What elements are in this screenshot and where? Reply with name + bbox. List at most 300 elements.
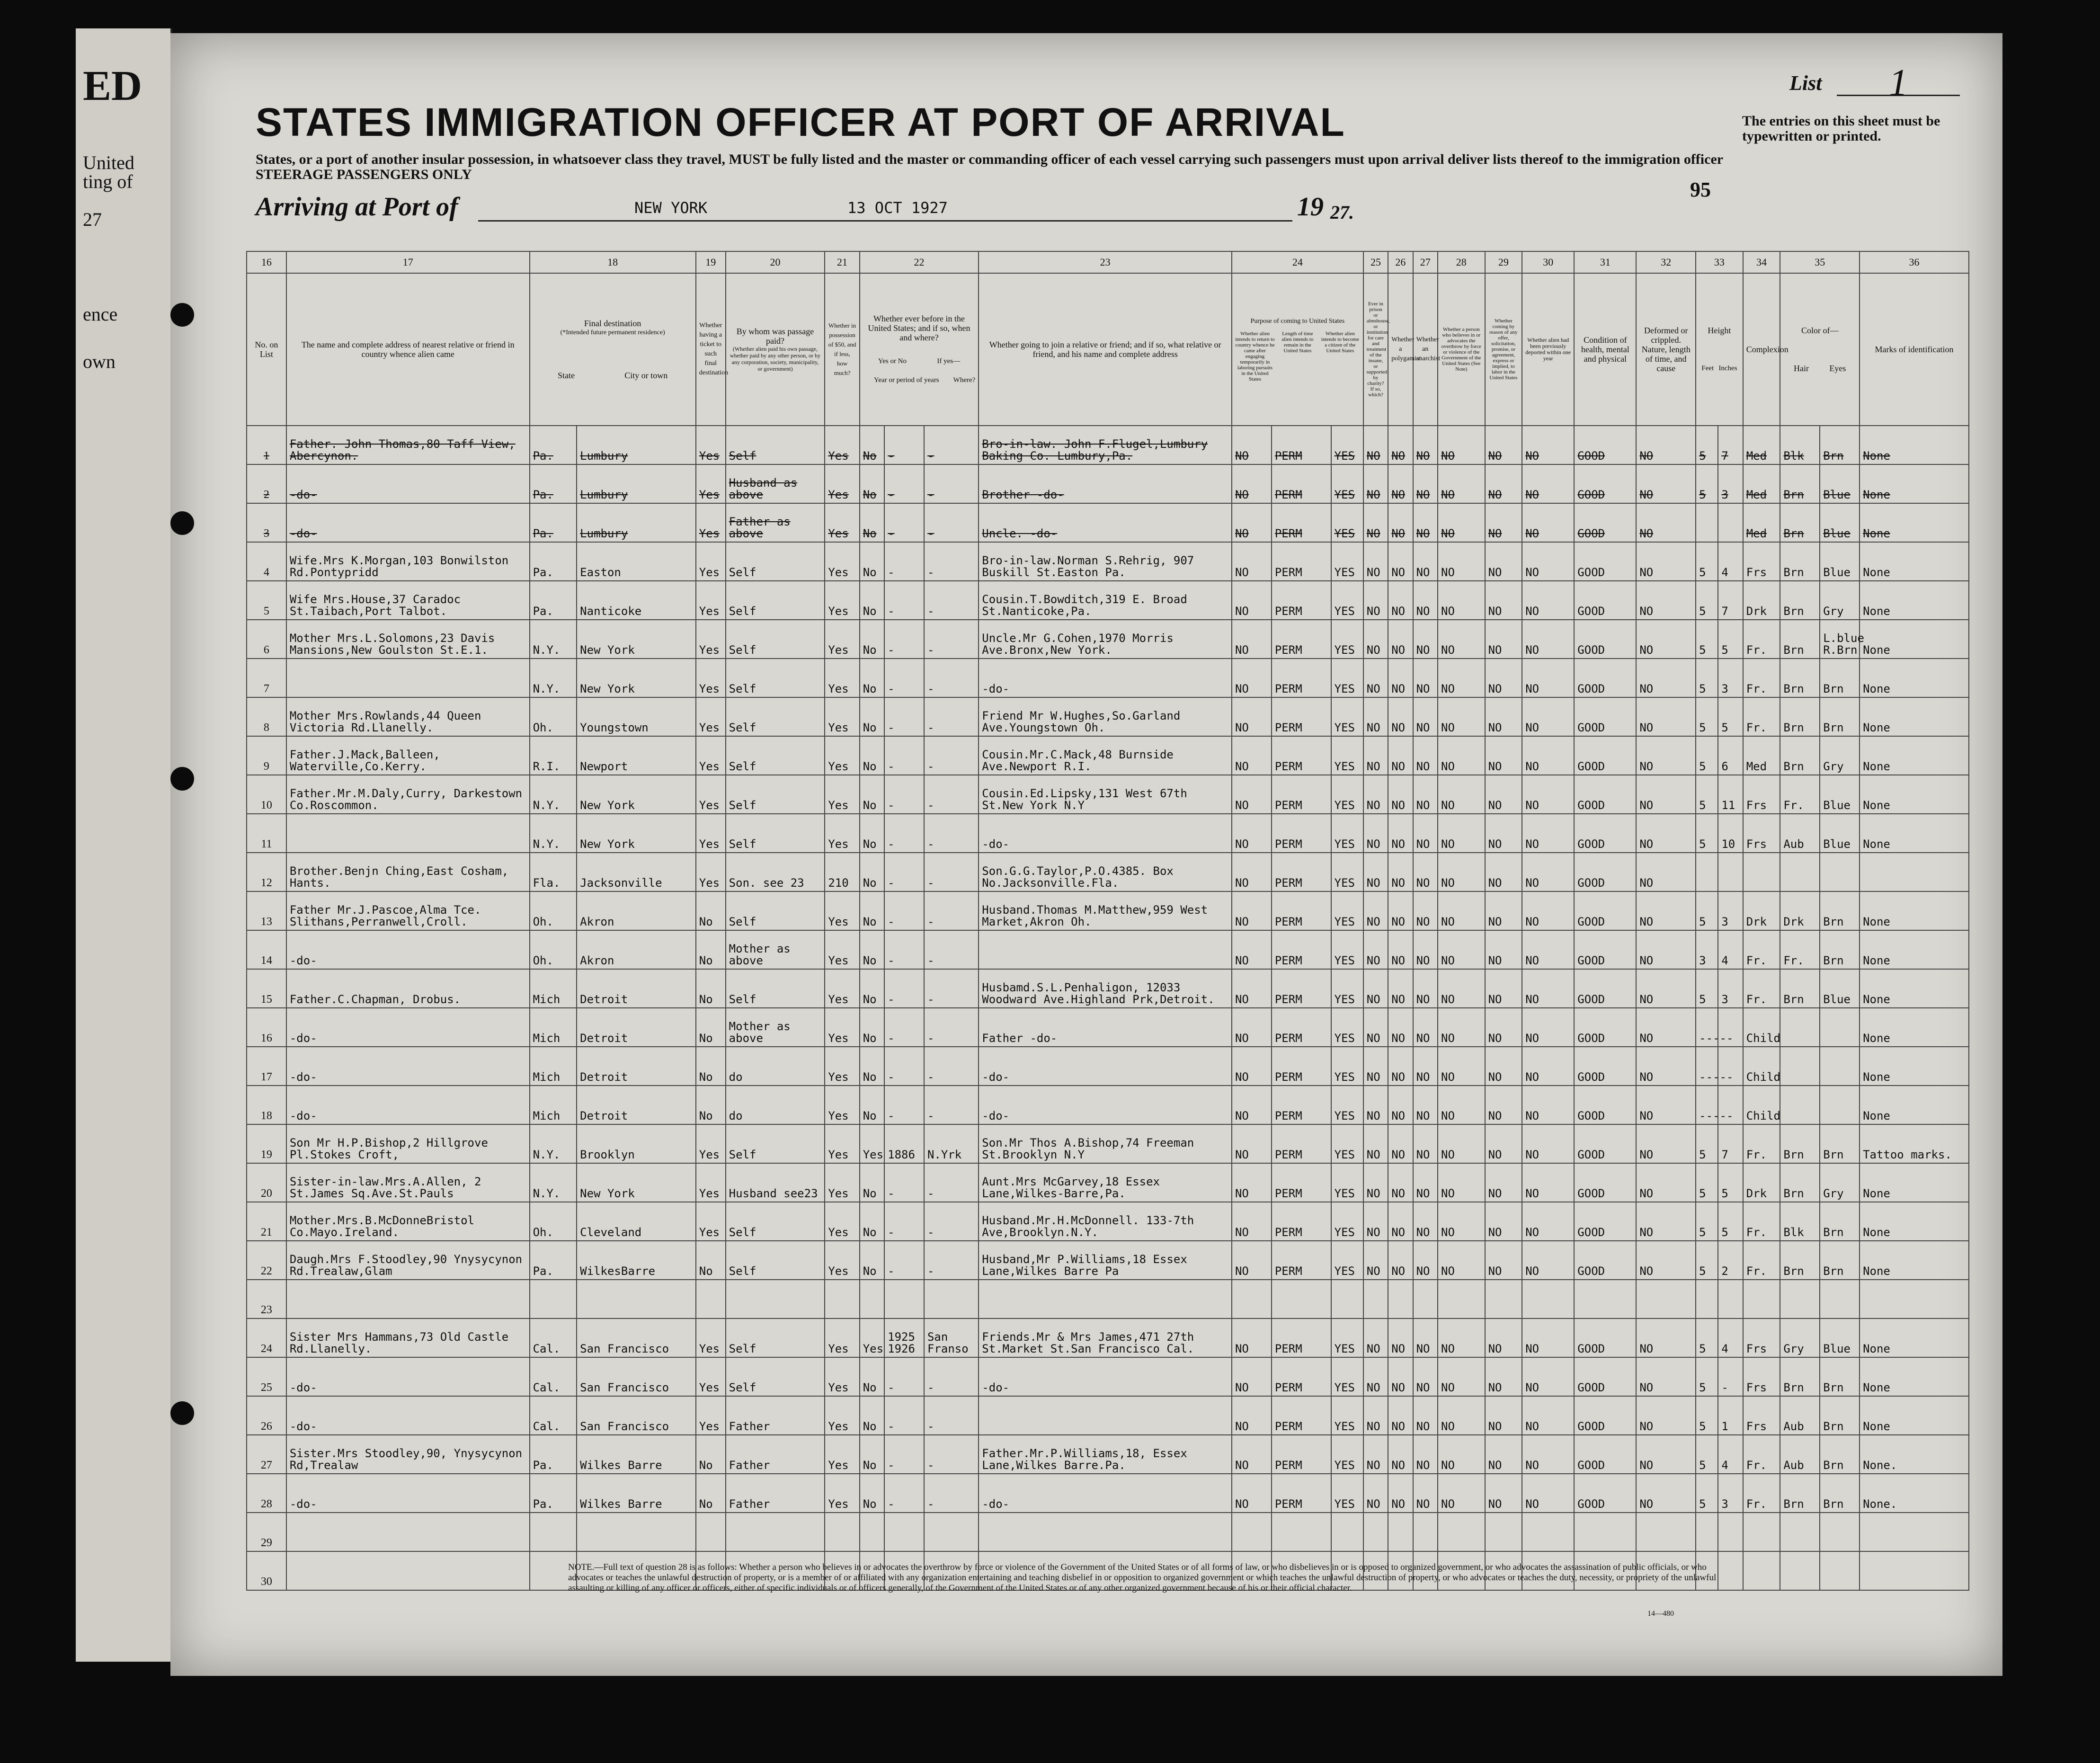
table-row — [247, 1008, 1969, 1047]
relative-cell — [286, 1551, 530, 1590]
where-cell: - — [924, 620, 979, 659]
prison-cell — [1363, 1513, 1388, 1551]
feet-cell — [1696, 1513, 1718, 1551]
binder-hole — [170, 511, 194, 535]
anarchist-cell: NO — [1413, 620, 1438, 659]
eyes-cell: Blue — [1820, 503, 1860, 542]
hair-cell: Blk — [1780, 1202, 1820, 1241]
table-row — [247, 1396, 1969, 1435]
deported-cell: NO — [1522, 1163, 1574, 1202]
years-cell: - — [884, 581, 924, 620]
row-number: 27 — [247, 1435, 286, 1474]
header-height — [1696, 273, 1743, 426]
complexion-cell — [1743, 1551, 1780, 1590]
before-cell: No — [860, 697, 884, 736]
purpose-length-cell: PERM — [1272, 1008, 1331, 1047]
purpose-return-cell: NO — [1232, 736, 1272, 775]
purpose-citizen-cell: YES — [1331, 542, 1363, 581]
header-polygamist: Whether a polygamist — [1388, 273, 1413, 426]
hair-cell: Drk — [1780, 891, 1820, 930]
eyes-cell: Brn — [1820, 1202, 1860, 1241]
city-cell: San Francisco — [577, 1396, 696, 1435]
deported-cell — [1522, 1280, 1574, 1318]
money-cell: Yes — [825, 1474, 859, 1513]
arrival-date: 13 OCT 1927 — [847, 199, 948, 217]
purpose-length-cell — [1272, 1280, 1331, 1318]
before-cell: No — [860, 426, 884, 464]
deformed-cell: NO — [1636, 1008, 1696, 1047]
money-cell: Yes — [825, 1202, 859, 1241]
header-complexion: Complexion — [1743, 273, 1780, 426]
deformed-cell: NO — [1636, 659, 1696, 697]
feet-cell: 5 — [1696, 659, 1718, 697]
question-28-cell: NO — [1438, 775, 1485, 814]
where-cell: - — [924, 581, 979, 620]
city-cell: New York — [577, 620, 696, 659]
city-cell: Detroit — [577, 1008, 696, 1047]
contract-cell: NO — [1485, 426, 1522, 464]
hair-cell: Fr. — [1780, 775, 1820, 814]
question-28-cell: NO — [1438, 969, 1485, 1008]
eyes-cell: Brn — [1820, 1357, 1860, 1396]
marks-cell — [1860, 853, 1969, 891]
row-number: 20 — [247, 1163, 286, 1202]
eyes-cell — [1820, 1280, 1860, 1318]
purpose-length-cell: PERM — [1272, 853, 1331, 891]
state-cell: N.Y. — [530, 775, 577, 814]
feet-cell: 5 — [1696, 464, 1718, 503]
contract-cell: NO — [1485, 930, 1522, 969]
purpose-label: Purpose of coming to United States — [1250, 318, 1345, 325]
header-hair: Hair — [1794, 364, 1809, 373]
deformed-cell: NO — [1636, 620, 1696, 659]
where-cell: - — [924, 1474, 979, 1513]
eyes-cell: Brn — [1820, 1241, 1860, 1280]
table-row — [247, 1513, 1969, 1551]
ticket-cell: No — [696, 1008, 726, 1047]
money-cell: Yes — [825, 620, 859, 659]
deported-cell: NO — [1522, 1241, 1574, 1280]
before-cell: No — [860, 1047, 884, 1086]
state-cell: Oh. — [530, 930, 577, 969]
deformed-cell — [1636, 1513, 1696, 1551]
deported-cell: NO — [1522, 853, 1574, 891]
before-label: Whether ever before in the United States; and if so, when and where? — [868, 314, 970, 342]
feet-cell: ----- — [1696, 1086, 1718, 1124]
money-cell: Yes — [825, 464, 859, 503]
before-cell: No — [860, 1357, 884, 1396]
deported-cell: NO — [1522, 503, 1574, 542]
header-money: Whether in possession of $50, and if less, how much? — [825, 273, 859, 426]
anarchist-cell: NO — [1413, 542, 1438, 581]
column-number: 18 — [530, 251, 696, 273]
complexion-cell: Fr. — [1743, 1474, 1780, 1513]
hair-cell: Brn — [1780, 1241, 1820, 1280]
deformed-cell: NO — [1636, 1124, 1696, 1163]
years-cell: 1925 1926 — [884, 1318, 924, 1357]
deformed-cell: NO — [1636, 775, 1696, 814]
header-city: City or town — [624, 371, 668, 380]
contract-cell: NO — [1485, 814, 1522, 853]
purpose-length-cell: PERM — [1272, 1241, 1331, 1280]
money-cell: Yes — [825, 1241, 859, 1280]
health-cell: GOOD — [1574, 969, 1636, 1008]
prison-cell: NO — [1363, 969, 1388, 1008]
question-28-cell: NO — [1438, 426, 1485, 464]
feet-cell — [1696, 503, 1718, 542]
contract-cell: NO — [1485, 1357, 1522, 1396]
feet-cell: 5 — [1696, 891, 1718, 930]
deported-cell: NO — [1522, 1202, 1574, 1241]
years-cell: - — [884, 1163, 924, 1202]
state-cell — [530, 1280, 577, 1318]
ticket-cell: No — [696, 1047, 726, 1086]
before-cell: No — [860, 969, 884, 1008]
hair-cell: Fr. — [1780, 930, 1820, 969]
inches-cell — [1718, 1513, 1743, 1551]
city-cell: Lumbury — [577, 464, 696, 503]
purpose-length-cell: PERM — [1272, 1163, 1331, 1202]
question-28-cell: NO — [1438, 853, 1485, 891]
feet-cell: 5 — [1696, 1396, 1718, 1435]
money-cell: Yes — [825, 659, 859, 697]
column-number: 16 — [247, 251, 286, 273]
manifest-table — [246, 251, 1969, 1591]
passage-paid-cell: Self — [726, 542, 825, 581]
anarchist-cell: NO — [1413, 1318, 1438, 1357]
joining-cell: Uncle. -do- — [979, 503, 1232, 542]
feet-cell: 5 — [1696, 1202, 1718, 1241]
passage-paid-cell: Self — [726, 659, 825, 697]
deported-cell: NO — [1522, 775, 1574, 814]
contract-cell: NO — [1485, 1047, 1522, 1086]
row-number: 19 — [247, 1124, 286, 1163]
inches-cell: 11 — [1718, 775, 1743, 814]
relative-cell: Sister-in-law.Mrs.A.Allen, 2 St.James Sq.Ave.St.Pauls — [286, 1163, 530, 1202]
binder-hole — [170, 303, 194, 327]
header-deported: Whether alien had been previously deported within one year — [1522, 273, 1574, 426]
state-cell: Oh. — [530, 697, 577, 736]
state-cell: Mich — [530, 1047, 577, 1086]
ticket-cell: Yes — [696, 464, 726, 503]
deported-cell: NO — [1522, 736, 1574, 775]
anarchist-cell: NO — [1413, 1396, 1438, 1435]
city-cell — [577, 1513, 696, 1551]
hair-cell — [1780, 1513, 1820, 1551]
relative-cell: -do- — [286, 1086, 530, 1124]
deformed-cell: NO — [1636, 1047, 1696, 1086]
complexion-cell: Child — [1743, 1086, 1780, 1124]
marks-cell: None — [1860, 891, 1969, 930]
where-cell: - — [924, 1241, 979, 1280]
prison-cell: NO — [1363, 1435, 1388, 1474]
where-cell: - — [924, 659, 979, 697]
complexion-cell: Frs — [1743, 542, 1780, 581]
joining-cell: Husband.Thomas M.Matthew,959 West Market,Akron Oh. — [979, 891, 1232, 930]
passage-paid-cell: Self — [726, 620, 825, 659]
purpose-citizen-cell: YES — [1331, 1474, 1363, 1513]
ticket-cell: No — [696, 930, 726, 969]
complexion-cell: Frs — [1743, 775, 1780, 814]
passage-paid-cell — [726, 1280, 825, 1318]
deformed-cell: NO — [1636, 581, 1696, 620]
purpose-citizen-cell: YES — [1331, 1318, 1363, 1357]
state-cell — [530, 1513, 577, 1551]
complexion-cell: Fr. — [1743, 1202, 1780, 1241]
passage-paid-cell: Self — [726, 1202, 825, 1241]
hair-cell: Brn — [1780, 542, 1820, 581]
complexion-cell: Child — [1743, 1008, 1780, 1047]
contract-cell: NO — [1485, 542, 1522, 581]
passage-paid-cell: Father — [726, 1435, 825, 1474]
money-cell — [825, 1280, 859, 1318]
state-cell: Oh. — [530, 1202, 577, 1241]
money-cell: Yes — [825, 930, 859, 969]
header-anarchist: Whether an anarchist — [1413, 273, 1438, 426]
row-number: 23 — [247, 1280, 286, 1318]
question-28-cell: NO — [1438, 542, 1485, 581]
eyes-cell: Brn — [1820, 891, 1860, 930]
left-fragment-text: United — [83, 152, 134, 173]
before-cell: No — [860, 1241, 884, 1280]
header-line: STEERAGE PASSENGERS ONLY — [256, 167, 472, 182]
header-no-on-list: No. on List — [247, 273, 286, 426]
city-cell: Detroit — [577, 969, 696, 1008]
hair-cell: Brn — [1780, 736, 1820, 775]
joining-cell: Husband,Mr P.Williams,18 Essex Lane,Wilkes Barre Pa — [979, 1241, 1232, 1280]
years-cell: - — [884, 426, 924, 464]
header-before-in-us — [860, 273, 979, 426]
money-cell: Yes — [825, 697, 859, 736]
hair-cell: Aub — [1780, 814, 1820, 853]
years-cell: - — [884, 969, 924, 1008]
inches-cell: 10 — [1718, 814, 1743, 853]
purpose-length-cell: PERM — [1272, 1047, 1331, 1086]
ticket-cell: Yes — [696, 1124, 726, 1163]
joining-cell: Father -do- — [979, 1008, 1232, 1047]
health-cell: GOOD — [1574, 775, 1636, 814]
where-cell: - — [924, 542, 979, 581]
years-cell: 1886 — [884, 1124, 924, 1163]
inches-cell: 5 — [1718, 1163, 1743, 1202]
arriving-label: Arriving at Port of — [256, 192, 458, 222]
marks-cell: None — [1860, 1241, 1969, 1280]
before-cell — [860, 1280, 884, 1318]
column-number: 22 — [860, 251, 979, 273]
row-number: 22 — [247, 1241, 286, 1280]
marks-cell — [1860, 1551, 1969, 1590]
inches-cell: - — [1718, 1357, 1743, 1396]
question-28-cell: NO — [1438, 1474, 1485, 1513]
prison-cell: NO — [1363, 1047, 1388, 1086]
state-cell: N.Y. — [530, 659, 577, 697]
purpose-return-cell: NO — [1232, 814, 1272, 853]
header-state: State — [558, 371, 575, 380]
feet-cell: 5 — [1696, 1241, 1718, 1280]
column-number: 17 — [286, 251, 530, 273]
years-cell: - — [884, 1241, 924, 1280]
ticket-cell: Yes — [696, 1202, 726, 1241]
anarchist-cell: NO — [1413, 853, 1438, 891]
arriving-underline — [478, 220, 1292, 222]
row-number: 15 — [247, 969, 286, 1008]
prison-cell: NO — [1363, 1008, 1388, 1047]
year-suffix: 27. — [1330, 202, 1354, 223]
contract-cell: NO — [1485, 1086, 1522, 1124]
health-cell: GOOD — [1574, 620, 1636, 659]
contract-cell: NO — [1485, 697, 1522, 736]
inches-cell — [1718, 503, 1743, 542]
purpose-citizen-cell: YES — [1331, 620, 1363, 659]
header-nearest-relative: The name and complete address of nearest relative or friend in country whence alien came — [286, 273, 530, 426]
years-cell: - — [884, 1086, 924, 1124]
contract-cell: NO — [1485, 853, 1522, 891]
before-cell: No — [860, 891, 884, 930]
deported-cell: NO — [1522, 542, 1574, 581]
joining-cell: -do- — [979, 814, 1232, 853]
purpose-length-cell: PERM — [1272, 1435, 1331, 1474]
marks-cell: None — [1860, 697, 1969, 736]
question-28-cell: NO — [1438, 697, 1485, 736]
complexion-cell: Frs — [1743, 814, 1780, 853]
prison-cell: NO — [1363, 1241, 1388, 1280]
hair-cell — [1780, 1280, 1820, 1318]
where-cell: - — [924, 1396, 979, 1435]
inches-cell: 7 — [1718, 581, 1743, 620]
question-28-cell: NO — [1438, 930, 1485, 969]
marks-cell — [1860, 1280, 1969, 1318]
marks-cell: None. — [1860, 1435, 1969, 1474]
deformed-cell: NO — [1636, 1163, 1696, 1202]
deformed-cell: NO — [1636, 1086, 1696, 1124]
column-number: 35 — [1780, 251, 1860, 273]
money-cell: Yes — [825, 891, 859, 930]
row-number: 21 — [247, 1202, 286, 1241]
deformed-cell: NO — [1636, 814, 1696, 853]
header-final-destination — [530, 273, 696, 426]
joining-cell — [979, 1396, 1232, 1435]
deformed-cell: NO — [1636, 426, 1696, 464]
eyes-cell — [1820, 1008, 1860, 1047]
state-cell: Mich — [530, 1008, 577, 1047]
health-cell: GOOD — [1574, 853, 1636, 891]
before-cell: No — [860, 503, 884, 542]
ticket-cell: Yes — [696, 1357, 726, 1396]
inches-cell: 3 — [1718, 464, 1743, 503]
before-cell: No — [860, 930, 884, 969]
question-28-cell: NO — [1438, 1008, 1485, 1047]
anarchist-cell: NO — [1413, 1202, 1438, 1241]
hair-cell: Blk — [1780, 426, 1820, 464]
hair-cell — [1780, 1551, 1820, 1590]
column-number: 31 — [1574, 251, 1636, 273]
table-row — [247, 1163, 1969, 1202]
money-cell: Yes — [825, 1086, 859, 1124]
marks-cell: None — [1860, 1163, 1969, 1202]
anarchist-cell: NO — [1413, 775, 1438, 814]
table-row — [247, 1280, 1969, 1318]
eyes-cell — [1820, 1551, 1860, 1590]
table-row — [247, 775, 1969, 814]
inches-cell: 2 — [1718, 1241, 1743, 1280]
purpose-length-cell: PERM — [1272, 581, 1331, 620]
hair-cell: Aub — [1780, 1396, 1820, 1435]
hair-cell: Brn — [1780, 697, 1820, 736]
contract-cell: NO — [1485, 1318, 1522, 1357]
money-cell: Yes — [825, 581, 859, 620]
state-cell: Pa. — [530, 542, 577, 581]
where-cell: - — [924, 1086, 979, 1124]
anarchist-cell: NO — [1413, 1241, 1438, 1280]
inches-cell: 6 — [1718, 736, 1743, 775]
eyes-cell: Blue — [1820, 542, 1860, 581]
eyes-cell: Brn — [1820, 1435, 1860, 1474]
question-28-cell: NO — [1438, 503, 1485, 542]
ticket-cell: Yes — [696, 620, 726, 659]
passage-paid-label: By whom was passage paid? — [736, 327, 814, 346]
purpose-length-cell: PERM — [1272, 969, 1331, 1008]
header-eyes: Eyes — [1829, 364, 1846, 373]
joining-cell — [979, 930, 1232, 969]
table-row — [247, 464, 1969, 503]
before-cell: Yes — [860, 1318, 884, 1357]
prison-cell: NO — [1363, 775, 1388, 814]
purpose-length-cell: PERM — [1272, 930, 1331, 969]
passage-paid-cell: Husband as above — [726, 464, 825, 503]
deported-cell: NO — [1522, 814, 1574, 853]
row-number: 25 — [247, 1357, 286, 1396]
joining-cell: -do- — [979, 1086, 1232, 1124]
polygamist-cell: NO — [1388, 930, 1413, 969]
state-cell: Pa. — [530, 464, 577, 503]
passage-paid-cell — [726, 1513, 825, 1551]
before-cell: No — [860, 620, 884, 659]
polygamist-cell: NO — [1388, 542, 1413, 581]
joining-cell: Husbamd.S.L.Penhaligon, 12033 Woodward Ave.Highland Prk,Detroit. — [979, 969, 1232, 1008]
polygamist-cell: NO — [1388, 426, 1413, 464]
feet-cell: 5 — [1696, 620, 1718, 659]
years-cell: - — [884, 659, 924, 697]
question-28-cell: NO — [1438, 620, 1485, 659]
deformed-cell: NO — [1636, 503, 1696, 542]
health-cell: GOOD — [1574, 542, 1636, 581]
purpose-length-cell: PERM — [1272, 503, 1331, 542]
relative-cell: -do- — [286, 464, 530, 503]
where-cell: - — [924, 1047, 979, 1086]
health-cell: GOOD — [1574, 1047, 1636, 1086]
deformed-cell: NO — [1636, 542, 1696, 581]
anarchist-cell: NO — [1413, 1008, 1438, 1047]
prison-cell: NO — [1363, 503, 1388, 542]
purpose-length-cell: PERM — [1272, 1474, 1331, 1513]
years-cell — [884, 1280, 924, 1318]
list-number: 1 — [1889, 62, 1908, 104]
passage-paid-cell: Self — [726, 581, 825, 620]
relative-cell: Wife.Mrs K.Morgan,103 Bonwilston Rd.Pontypridd — [286, 542, 530, 581]
passage-paid-cell: Father — [726, 1396, 825, 1435]
hair-cell: Brn — [1780, 1357, 1820, 1396]
passage-paid-cell: Husband see23 — [726, 1163, 825, 1202]
prison-cell: NO — [1363, 1474, 1388, 1513]
prison-cell: NO — [1363, 581, 1388, 620]
anarchist-cell: NO — [1413, 736, 1438, 775]
eyes-cell — [1820, 1513, 1860, 1551]
eyes-cell: L.blue R.Brn — [1820, 620, 1860, 659]
marks-cell: None — [1860, 464, 1969, 503]
health-cell: GOOD — [1574, 1202, 1636, 1241]
complexion-cell: Child — [1743, 1047, 1780, 1086]
joining-cell: -do- — [979, 1357, 1232, 1396]
